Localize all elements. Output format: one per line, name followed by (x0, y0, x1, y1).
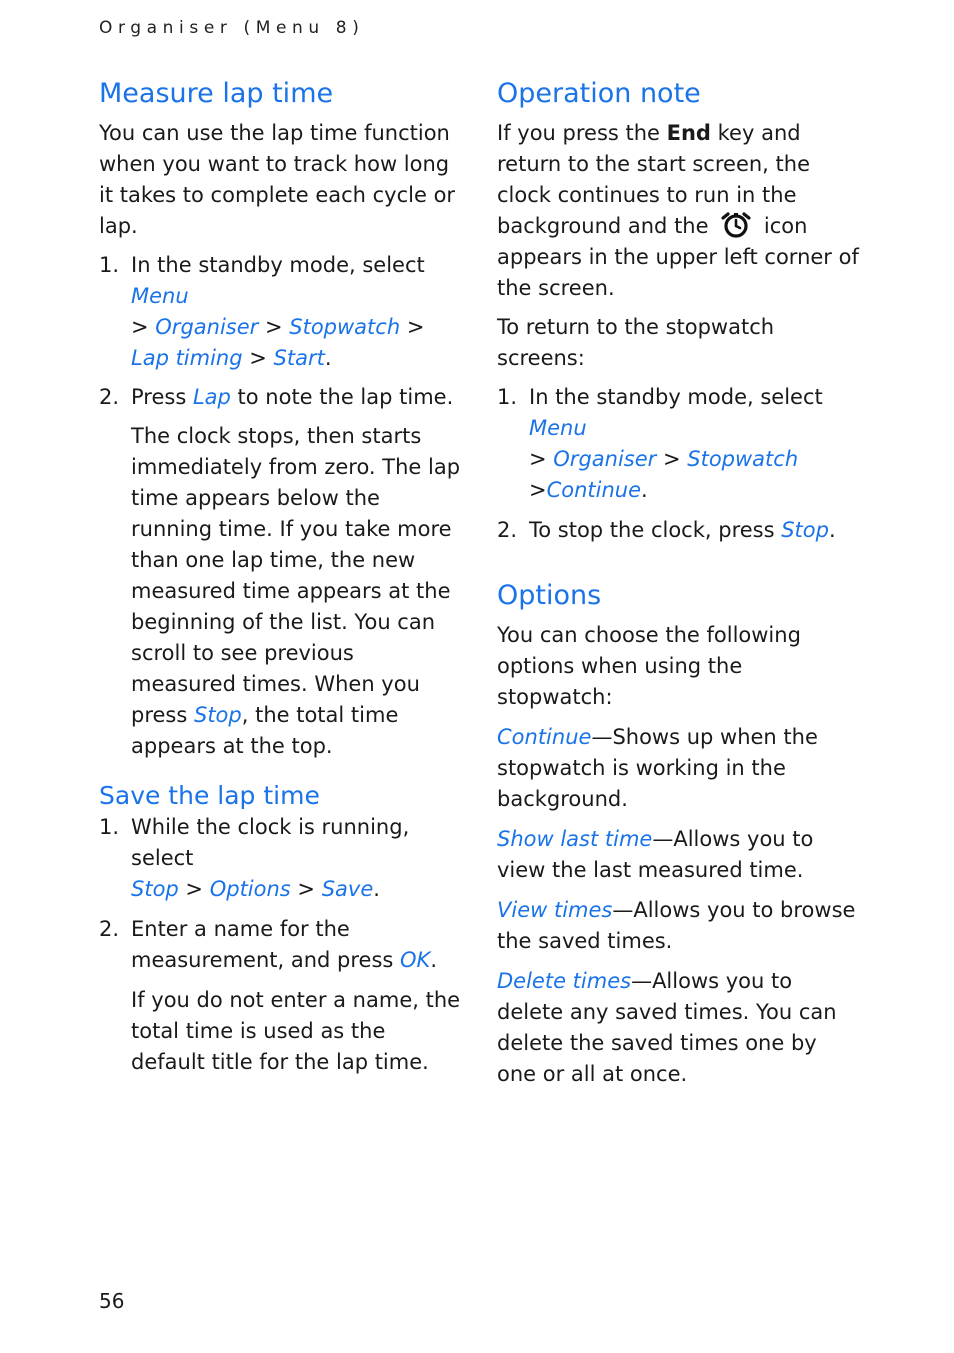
separator: > (258, 315, 290, 339)
options-intro: You can choose the following options when using the stopwatch: (497, 623, 801, 709)
option-view-times (497, 895, 859, 957)
left-column (99, 76, 461, 1078)
measure-step-2 (99, 382, 461, 413)
option-description: —Shows up when the stopwatch is working in the background. (497, 725, 818, 811)
option-description: —Allows you to view the last measured time. (497, 827, 814, 882)
separator: > (529, 447, 554, 471)
separator: > (290, 877, 322, 901)
option-term[interactable]: Delete times (497, 969, 632, 993)
step-text: To stop the clock, press (529, 518, 782, 542)
period: . (324, 346, 332, 370)
measure-note (99, 421, 461, 762)
period: . (373, 877, 380, 901)
start-link[interactable]: Start (273, 346, 325, 370)
stop-link[interactable]: Stop (131, 877, 179, 901)
page-number: 56 (99, 1289, 125, 1313)
option-description: —Allows you to delete any saved times. You can delete the saved times one by one or all at once. (497, 969, 837, 1086)
operation-paragraph (497, 118, 859, 304)
option-delete-times (497, 966, 859, 1090)
measure-lap-time-heading: Measure lap time (99, 78, 334, 109)
options-heading: Options (497, 580, 602, 611)
stopwatch-link[interactable]: Stopwatch (687, 447, 799, 471)
continue-link[interactable]: Continue (546, 478, 642, 502)
organiser-link[interactable]: Organiser (155, 315, 259, 339)
stopwatch-link[interactable]: Stopwatch (289, 315, 401, 339)
step-number: 1. (99, 815, 120, 839)
note-text: The clock stops, then starts immediately from zero. The lap time appears below the running time. If you take more than one lap time, the new measured time appears at the beginning of the list. You can scroll to see previous measured times. When you press (131, 424, 461, 727)
ok-link[interactable]: OK (400, 948, 431, 972)
paragraph-text: If you press the (497, 121, 667, 145)
step-number: 1. (99, 253, 120, 277)
separator: > (529, 478, 547, 502)
option-show-last-time (497, 824, 859, 886)
period: . (828, 518, 836, 542)
step-text: In the standby mode, select (529, 385, 823, 409)
step-text: In the standby mode, select (131, 253, 425, 277)
save-lap-time-heading: Save the lap time (99, 781, 320, 810)
step-text: While the clock is running, select (131, 815, 410, 870)
paragraph-text: icon appears in the upper left corner of the screen. (497, 214, 859, 300)
step-text: Press (131, 385, 193, 409)
operation-note-heading: Operation note (497, 78, 701, 109)
return-step-1 (497, 382, 859, 506)
stop-link[interactable]: Stop (193, 703, 242, 727)
menu-link[interactable]: Menu (131, 284, 189, 308)
lap-link[interactable]: Lap (192, 385, 231, 409)
stop-link[interactable]: Stop (781, 518, 829, 542)
option-continue (497, 722, 859, 815)
separator: > (178, 877, 210, 901)
lap-timing-link[interactable]: Lap timing (131, 346, 243, 370)
save-step-1 (99, 812, 461, 905)
right-column (497, 76, 859, 1090)
step-text: Enter a name for the measurement, and press (131, 917, 401, 972)
end-key-label: End (666, 121, 711, 145)
save-step-2 (99, 914, 461, 976)
running-head: Organiser (Menu 8) (99, 18, 365, 38)
options-link[interactable]: Options (209, 877, 291, 901)
measure-step-1 (99, 250, 461, 374)
menu-link[interactable]: Menu (529, 416, 587, 440)
period: . (430, 948, 438, 972)
separator: > (242, 346, 274, 370)
step-number: 2. (99, 917, 120, 941)
note-text: , the total time appears at the top. (131, 703, 399, 758)
return-step-2 (497, 515, 859, 546)
step-number: 2. (99, 385, 120, 409)
option-term[interactable]: Continue (497, 725, 592, 749)
separator: > (400, 315, 425, 339)
step-text: to note the lap time. (230, 385, 454, 409)
step-number: 2. (497, 518, 518, 542)
step-number: 1. (497, 385, 518, 409)
save-link[interactable]: Save (321, 877, 374, 901)
organiser-link[interactable]: Organiser (553, 447, 657, 471)
save-note: If you do not enter a name, the total time is used as the default title for the lap time. (131, 988, 461, 1074)
measure-intro: You can use the lap time function when you want to track how long it takes to complete each cycle or lap. (99, 121, 456, 238)
return-instructions: To return to the stopwatch screens: (497, 315, 775, 370)
stopwatch-icon (719, 211, 753, 239)
option-term[interactable]: Show last time (497, 827, 653, 851)
option-description: —Allows you to browse the saved times. (497, 898, 856, 953)
separator: > (656, 447, 688, 471)
separator: > (131, 315, 156, 339)
paragraph-text: key and return to the start screen, the clock continues to run in the background and the (497, 121, 810, 238)
period: . (641, 478, 648, 502)
option-term[interactable]: View times (497, 898, 613, 922)
